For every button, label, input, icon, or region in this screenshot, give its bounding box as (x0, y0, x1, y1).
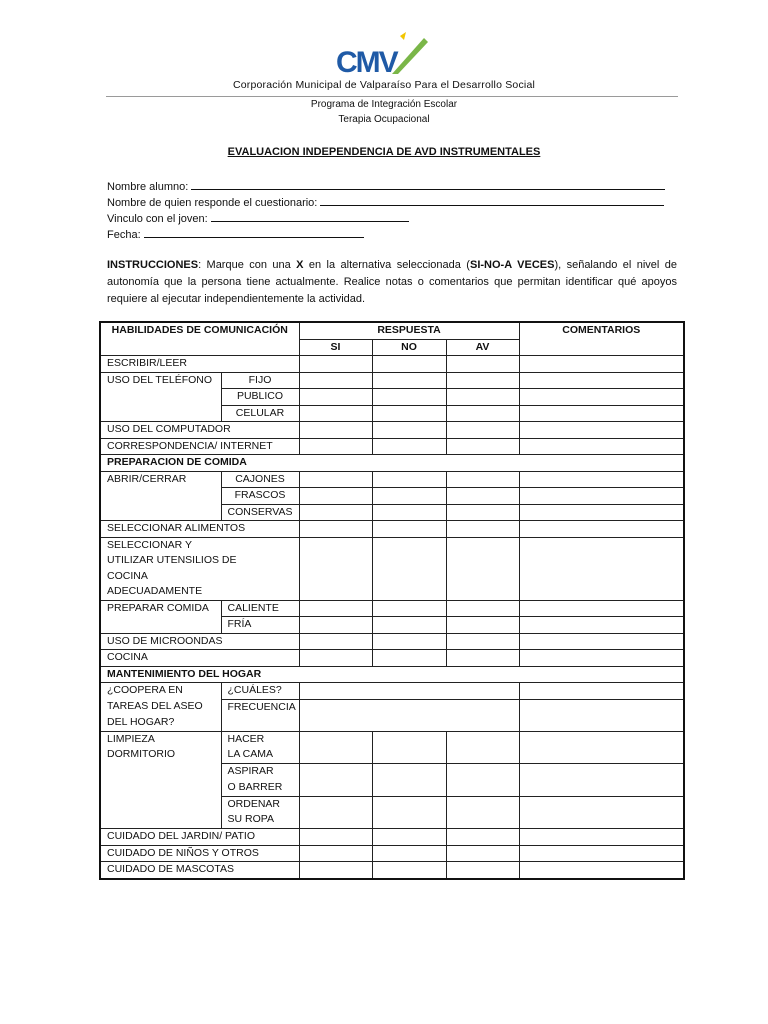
respondent-line[interactable] (320, 196, 664, 206)
table-row: ABRIR/CERRAR CAJONES (100, 471, 684, 488)
date-field[interactable] (107, 228, 364, 241)
unit-name: Terapia Ocupacional (338, 114, 430, 125)
header-comments: COMENTARIOS (519, 322, 684, 356)
student-label: Nombre alumno: (107, 181, 189, 193)
respondent-field[interactable] (107, 196, 664, 209)
section-comida: PREPARACION DE COMIDA (100, 455, 684, 472)
section-hogar: MANTENIMIENTO DEL HOGAR (100, 666, 684, 683)
relation-field[interactable] (107, 212, 409, 225)
table-row: SELECCIONAR Y UTILIZAR UTENSILIOS DE COCINA ADECUADAMENTE (100, 537, 684, 600)
table-row: CORRESPONDENCIA/ INTERNET (100, 438, 684, 455)
relation-line[interactable] (211, 212, 409, 222)
header-response: RESPUESTA (299, 322, 519, 339)
instructions: INSTRUCCIONES: Marque con una X en la alternativa seleccionada (SI-NO-A VECES), señalando el nivel de autonomía que la persona tiene actualmente. Realice notas o comentarios que permitan identificar qué apoyos requiere al ejecutar independientemente la actividad. (107, 259, 677, 305)
table-row: LIMPIEZA DORMITORIO HACER LA CAMA (100, 731, 684, 764)
table-row: CUIDADO DE MASCOTAS (100, 862, 684, 879)
student-field[interactable] (107, 180, 665, 193)
table-row: ASPIRAR O BARRER (100, 764, 684, 797)
table-row: USO DEL TELÉFONO FIJO (100, 372, 684, 389)
student-line[interactable] (191, 180, 665, 190)
table-row: ORDENAR SU ROPA (100, 796, 684, 829)
table-row: USO DE MICROONDAS (100, 633, 684, 650)
header-no: NO (372, 339, 446, 356)
date-line[interactable] (144, 228, 364, 238)
table-row: SELECCIONAR ALIMENTOS (100, 521, 684, 538)
header-si: SI (299, 339, 372, 356)
table-row: USO DEL COMPUTADOR (100, 422, 684, 439)
table-row: PREPARAR COMIDA CALIENTE (100, 600, 684, 617)
table-row: FRECUENCIA (100, 699, 684, 731)
table-row: CUIDADO DE NIÑOS Y OTROS (100, 845, 684, 862)
logo-accent (400, 32, 406, 40)
table-row: ¿COOPERA EN TAREAS DEL ASEO DEL HOGAR? ¿CUÁLES? (100, 683, 684, 700)
table-row: CONSERVAS (100, 504, 684, 521)
table-row: FRÍA (100, 617, 684, 634)
section-row (100, 455, 684, 472)
table-row: ESCRIBIR/LEER (100, 356, 684, 373)
header-skills: HABILIDADES DE COMUNICACIÓN (100, 322, 299, 356)
date-label: Fecha: (107, 229, 141, 241)
table-row: COCINA (100, 650, 684, 667)
organization-name: Corporación Municipal de Valparaíso Para el Desarrollo Social (232, 79, 536, 91)
respondent-label: Nombre de quien responde el cuestionario: (107, 197, 318, 209)
relation-label: Vinculo con el joven: (107, 213, 208, 225)
table-row: CELULAR (100, 405, 684, 422)
header-av: AV (446, 339, 519, 356)
cmv-logo (334, 28, 430, 78)
logo-letters: CMV (336, 46, 397, 78)
instructions-label: INSTRUCCIONES (107, 259, 199, 271)
program-name: Programa de Integración Escolar (310, 99, 458, 110)
table-row: PUBLICO (100, 389, 684, 406)
section-row (100, 666, 684, 683)
table-row: CUIDADO DEL JARDIN/ PATIO (100, 829, 684, 846)
table-row: FRASCOS (100, 488, 684, 505)
logo-swoosh (392, 38, 428, 74)
evaluation-table (99, 321, 685, 880)
document-title: EVALUACION INDEPENDENCIA DE AVD INSTRUMENTALES (227, 146, 541, 158)
header-divider (106, 96, 678, 97)
